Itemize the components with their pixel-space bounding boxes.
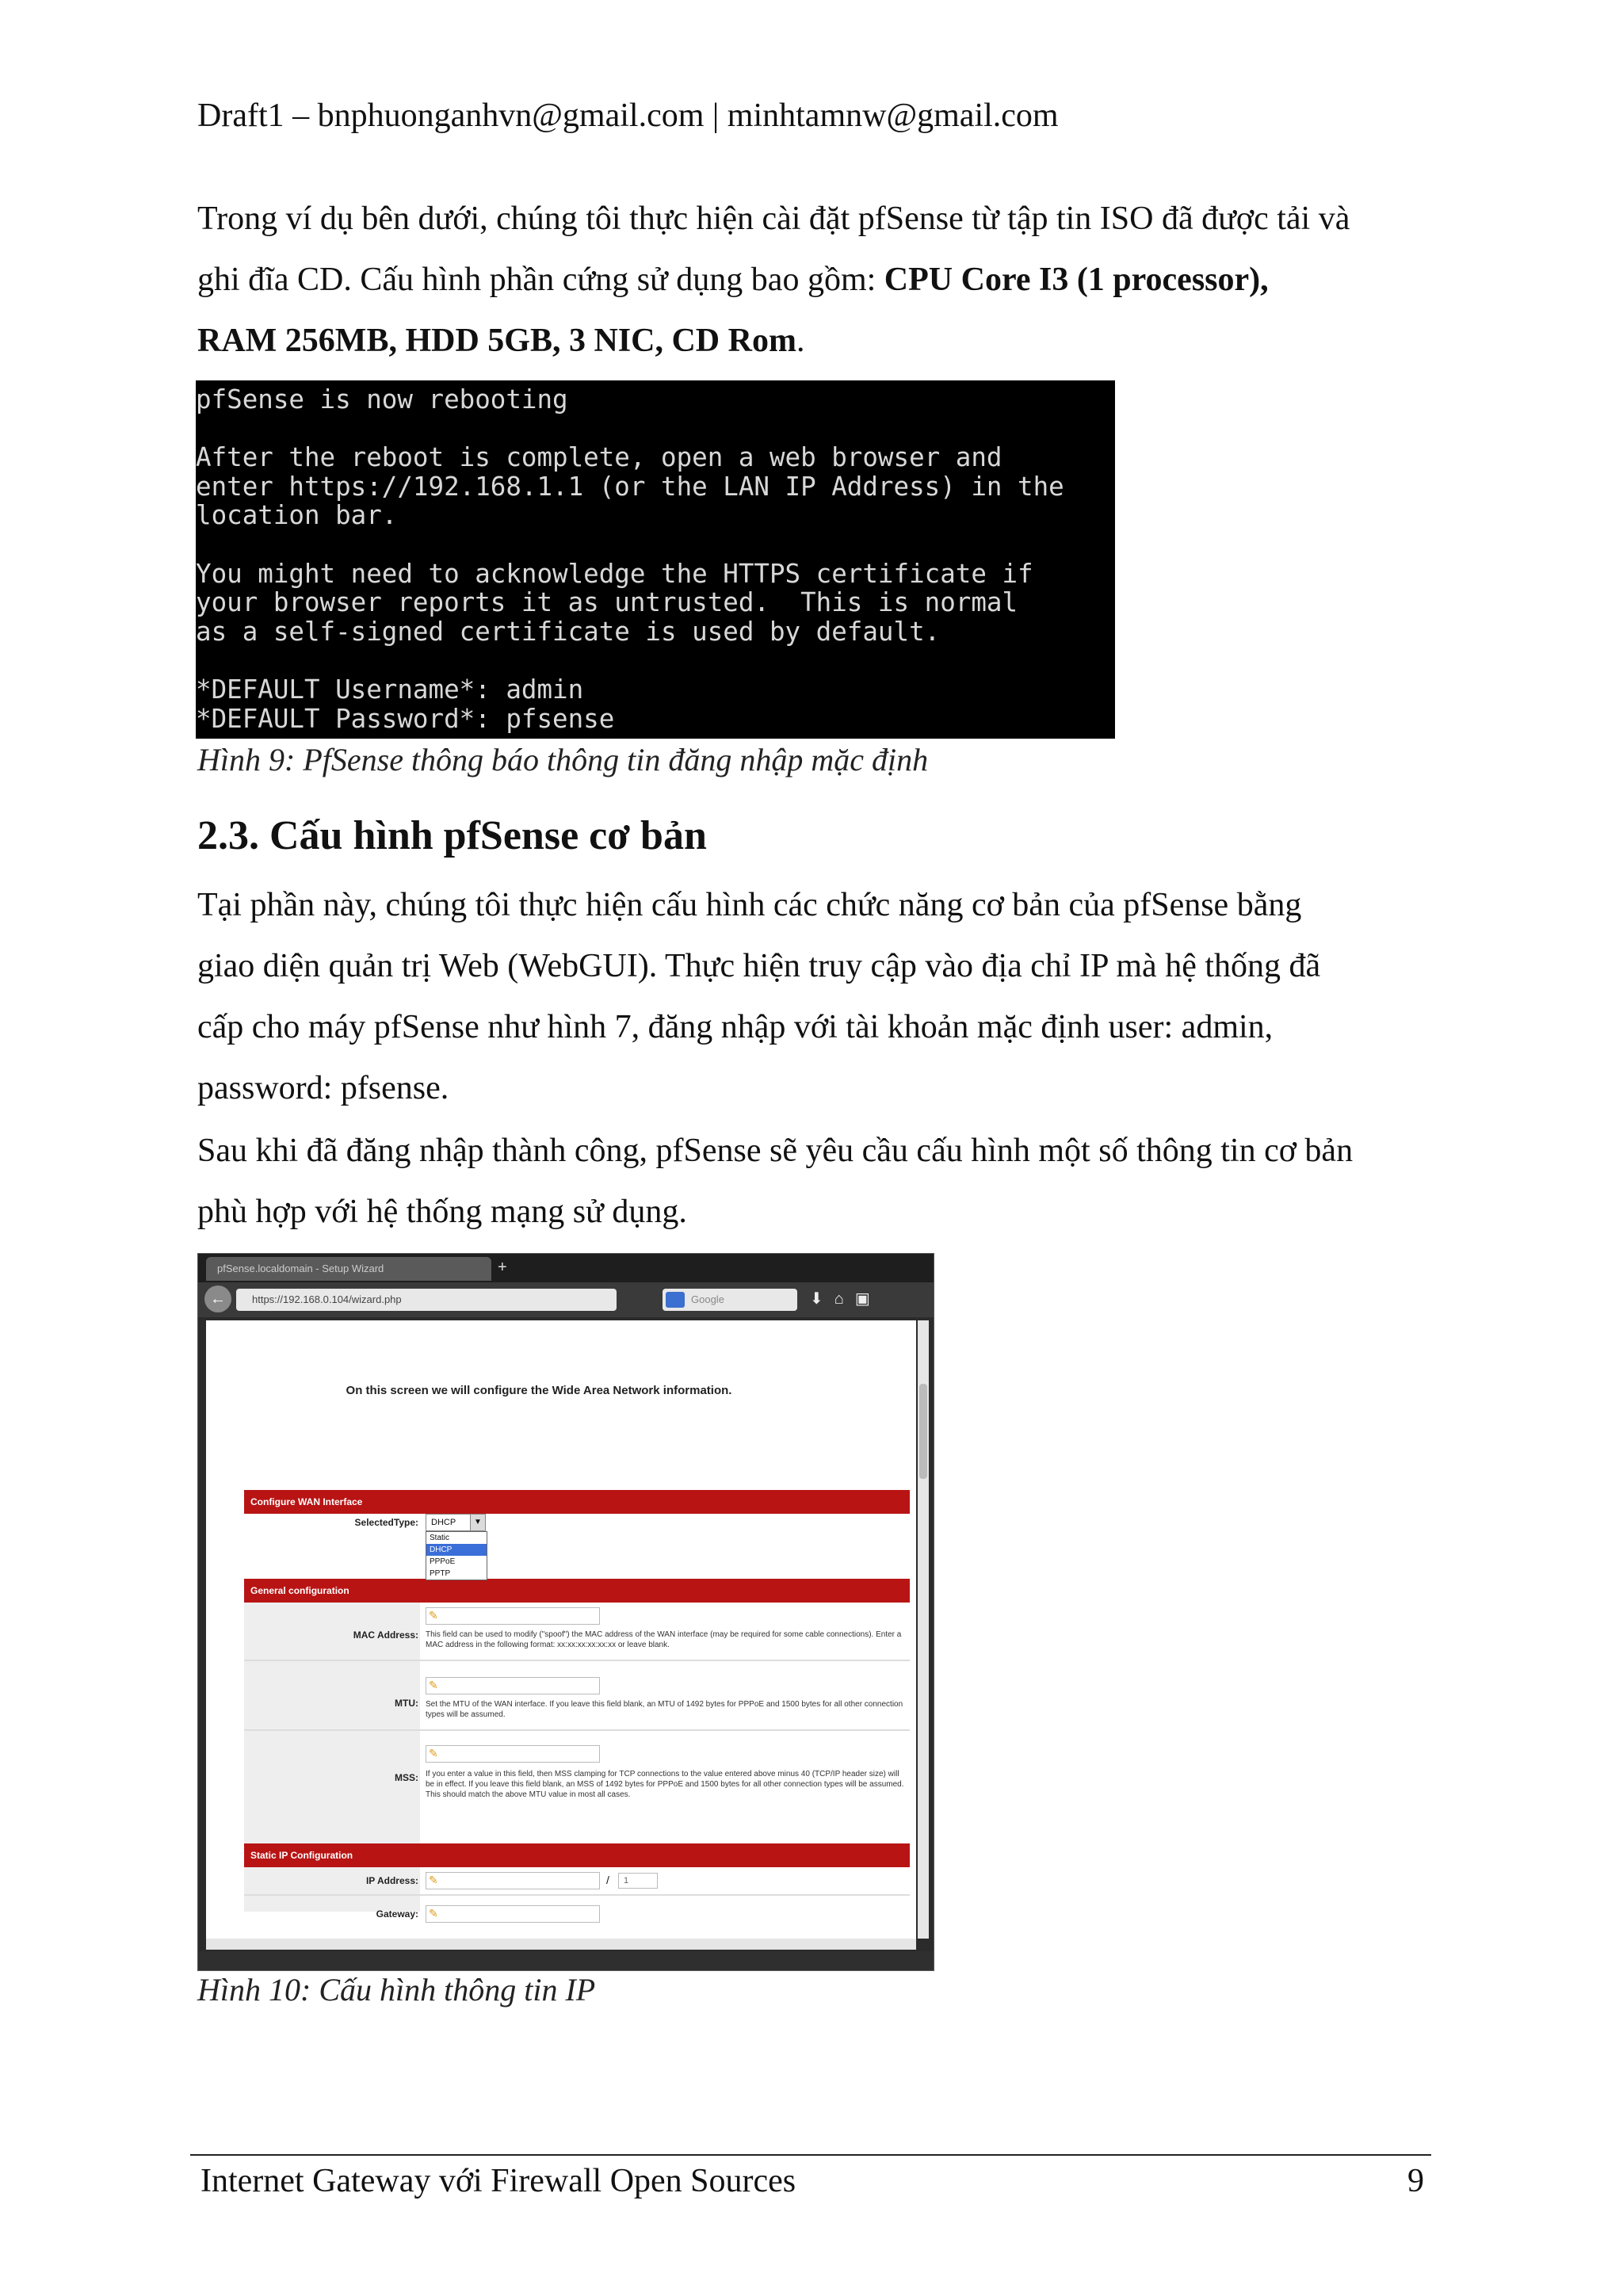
console-line: *DEFAULT Password*: pfsense bbox=[196, 703, 615, 734]
console-line bbox=[196, 530, 1115, 560]
intro-line-2 bbox=[197, 250, 1434, 311]
browser-tab-bar bbox=[198, 1254, 934, 1282]
pencil-icon: ✎ bbox=[429, 1907, 438, 1920]
row-divider bbox=[244, 1894, 910, 1896]
section-bar-wan: Configure WAN Interface bbox=[244, 1490, 910, 1514]
toolbar-icons bbox=[810, 1289, 881, 1308]
mss-label: MSS: bbox=[395, 1772, 418, 1783]
webgui-paragraph bbox=[197, 875, 1434, 1119]
dropdown-option[interactable]: PPPoE bbox=[430, 1557, 456, 1566]
after-login-paragraph bbox=[197, 1121, 1434, 1243]
intro-line-3 bbox=[197, 311, 1434, 372]
mac-address-input[interactable] bbox=[426, 1607, 600, 1625]
download-icon[interactable]: ⬇ bbox=[810, 1290, 834, 1308]
pencil-icon: ✎ bbox=[429, 1747, 438, 1759]
mask-separator: / bbox=[606, 1874, 609, 1886]
home-icon[interactable]: ⌂ bbox=[834, 1290, 855, 1308]
selected-type-value: DHCP bbox=[431, 1518, 456, 1527]
scrollbar-thumb[interactable] bbox=[919, 1384, 927, 1479]
para3-line: Sau khi đã đăng nhập thành công, pfSense sẽ yêu cầu cấu hình một số thông tin cơ bản bbox=[197, 1133, 1354, 1169]
hardware-spec-cpu: CPU Core I3 (1 processor), bbox=[884, 262, 1269, 298]
wizard-intro: On this screen we will configure the Wide Area Network information. bbox=[346, 1384, 732, 1397]
mac-address-label: MAC Address: bbox=[353, 1629, 418, 1641]
row-divider bbox=[244, 1729, 910, 1731]
console-line: enter https://192.168.1.1 (or the LAN IP Address) in the bbox=[196, 471, 1064, 502]
pencil-icon: ✎ bbox=[429, 1679, 438, 1691]
browser-screenshot bbox=[197, 1253, 934, 1971]
search-box[interactable] bbox=[663, 1289, 797, 1311]
console-line: *DEFAULT Username*: admin bbox=[196, 674, 584, 705]
footer-divider bbox=[190, 2154, 1431, 2156]
url-bar[interactable]: https://192.168.0.104/wizard.php bbox=[236, 1289, 617, 1311]
ip-address-label: IP Address: bbox=[365, 1875, 418, 1886]
pencil-icon: ✎ bbox=[429, 1609, 438, 1622]
para2-line: giao diện quản trị Web (WebGUI). Thực hiện truy cập vào địa chỉ IP mà hệ thống đã bbox=[197, 948, 1321, 984]
console-line: as a self-signed certificate is used by default. bbox=[196, 616, 941, 647]
section-title: 2.3. Cấu hình pfSense cơ bản bbox=[197, 813, 707, 858]
mtu-help: Set the MTU of the WAN interface. If you leave this field blank, an MTU of 1492 bytes for PPPoE and 1500 bytes for all other connection types will be assumed. bbox=[426, 1700, 903, 1719]
gateway-label: Gateway: bbox=[376, 1908, 418, 1920]
wizard-page bbox=[206, 1320, 916, 1939]
para2-line: Tại phần này, chúng tôi thực hiện cấu hình các chức năng cơ bản của pfSense bằng bbox=[197, 887, 1302, 923]
hardware-spec-rest: RAM 256MB, HDD 5GB, 3 NIC, CD Rom bbox=[197, 323, 796, 359]
ip-address-input[interactable] bbox=[426, 1872, 600, 1889]
intro-line-1: Trong ví dụ bên dưới, chúng tôi thực hiện cài đặt pfSense từ tập tin ISO đã được tải và bbox=[197, 201, 1350, 237]
row-divider bbox=[244, 1660, 910, 1661]
para2-line: password: pfsense. bbox=[197, 1070, 449, 1106]
console-screenshot bbox=[196, 380, 1115, 739]
new-tab-button[interactable]: + bbox=[498, 1259, 507, 1276]
para3-line: phù hợp với hệ thống mạng sử dụng. bbox=[197, 1194, 687, 1230]
browser-status-bar bbox=[198, 1951, 934, 1971]
pencil-icon: ✎ bbox=[429, 1874, 438, 1886]
subnet-mask-value: 1 bbox=[624, 1876, 629, 1885]
selected-type-select[interactable] bbox=[426, 1514, 486, 1531]
footer-title: Internet Gateway với Firewall Open Sources bbox=[200, 2163, 796, 2199]
console-line: pfSense is now rebooting bbox=[196, 384, 568, 415]
selected-type-label: SelectedType: bbox=[354, 1517, 418, 1528]
figure-9-caption: Hình 9: PfSense thông báo thông tin đăng nhập mặc định bbox=[197, 742, 929, 777]
mac-address-help: This field can be used to modify ("spoof") the MAC address of the WAN interface (may be required for some cable connections). Enter a MAC address in the following format: xx:xx:xx:xx:xx:xx or leave blank. bbox=[426, 1630, 902, 1649]
console-line: your browser reports it as untrusted. This is normal bbox=[196, 587, 1018, 618]
search-engine-icon bbox=[666, 1292, 685, 1308]
browser-nav-bar bbox=[198, 1282, 934, 1317]
gateway-input[interactable] bbox=[426, 1905, 600, 1923]
section-bar-static-ip: Static IP Configuration bbox=[244, 1843, 910, 1867]
intro-line-3-end: . bbox=[796, 323, 805, 359]
selected-type-dropdown bbox=[426, 1531, 487, 1580]
console-line: location bar. bbox=[196, 500, 398, 531]
page-number: 9 bbox=[1407, 2163, 1424, 2199]
back-arrow-icon[interactable]: ← bbox=[204, 1286, 231, 1312]
search-placeholder: Google bbox=[691, 1293, 724, 1305]
mtu-label: MTU: bbox=[395, 1698, 418, 1709]
console-line: After the reboot is complete, open a web browser and bbox=[196, 442, 1002, 473]
dropdown-option[interactable]: Static bbox=[430, 1534, 450, 1542]
vertical-scrollbar[interactable] bbox=[918, 1320, 929, 1939]
menu-icon[interactable]: ▣ bbox=[854, 1290, 881, 1308]
console-line: You might need to acknowledge the HTTPS certificate if bbox=[196, 558, 1033, 589]
horizontal-scrollbar[interactable] bbox=[206, 1939, 916, 1950]
figure-10-caption: Hình 10: Cấu hình thông tin IP bbox=[197, 1972, 596, 2008]
section-bar-general: General configuration bbox=[244, 1579, 910, 1603]
dropdown-option-selected[interactable]: DHCP bbox=[426, 1544, 487, 1556]
chevron-down-icon[interactable]: ▼ bbox=[470, 1515, 485, 1530]
browser-tab[interactable]: pfSense.localdomain - Setup Wizard bbox=[206, 1257, 491, 1281]
page-header: Draft1 – bnphuonganhvn@gmail.com | minhtamnw@gmail.com bbox=[197, 97, 1059, 134]
subnet-mask-select[interactable] bbox=[618, 1873, 658, 1889]
console-line bbox=[196, 415, 1115, 444]
console-line bbox=[196, 646, 1115, 675]
mss-input[interactable] bbox=[426, 1745, 600, 1763]
mtu-input[interactable] bbox=[426, 1677, 600, 1694]
dropdown-option[interactable]: PPTP bbox=[430, 1569, 451, 1578]
mss-help: If you enter a value in this field, then MSS clamping for TCP connections to the value entered above minus 40 (TCP/IP header size) will be in effect. If you leave this field blank, an MSS of 1492 bytes for PPPoE and 1500 bytes for all other connection types will be assumed. This should match the above MTU value in most all cases. bbox=[426, 1770, 904, 1799]
intro-paragraph bbox=[197, 189, 1434, 372]
intro-line-2-text: ghi đĩa CD. Cấu hình phần cứng sử dụng bao gồm: bbox=[197, 262, 884, 298]
para2-line: cấp cho máy pfSense như hình 7, đăng nhập với tài khoản mặc định user: admin, bbox=[197, 1009, 1274, 1045]
